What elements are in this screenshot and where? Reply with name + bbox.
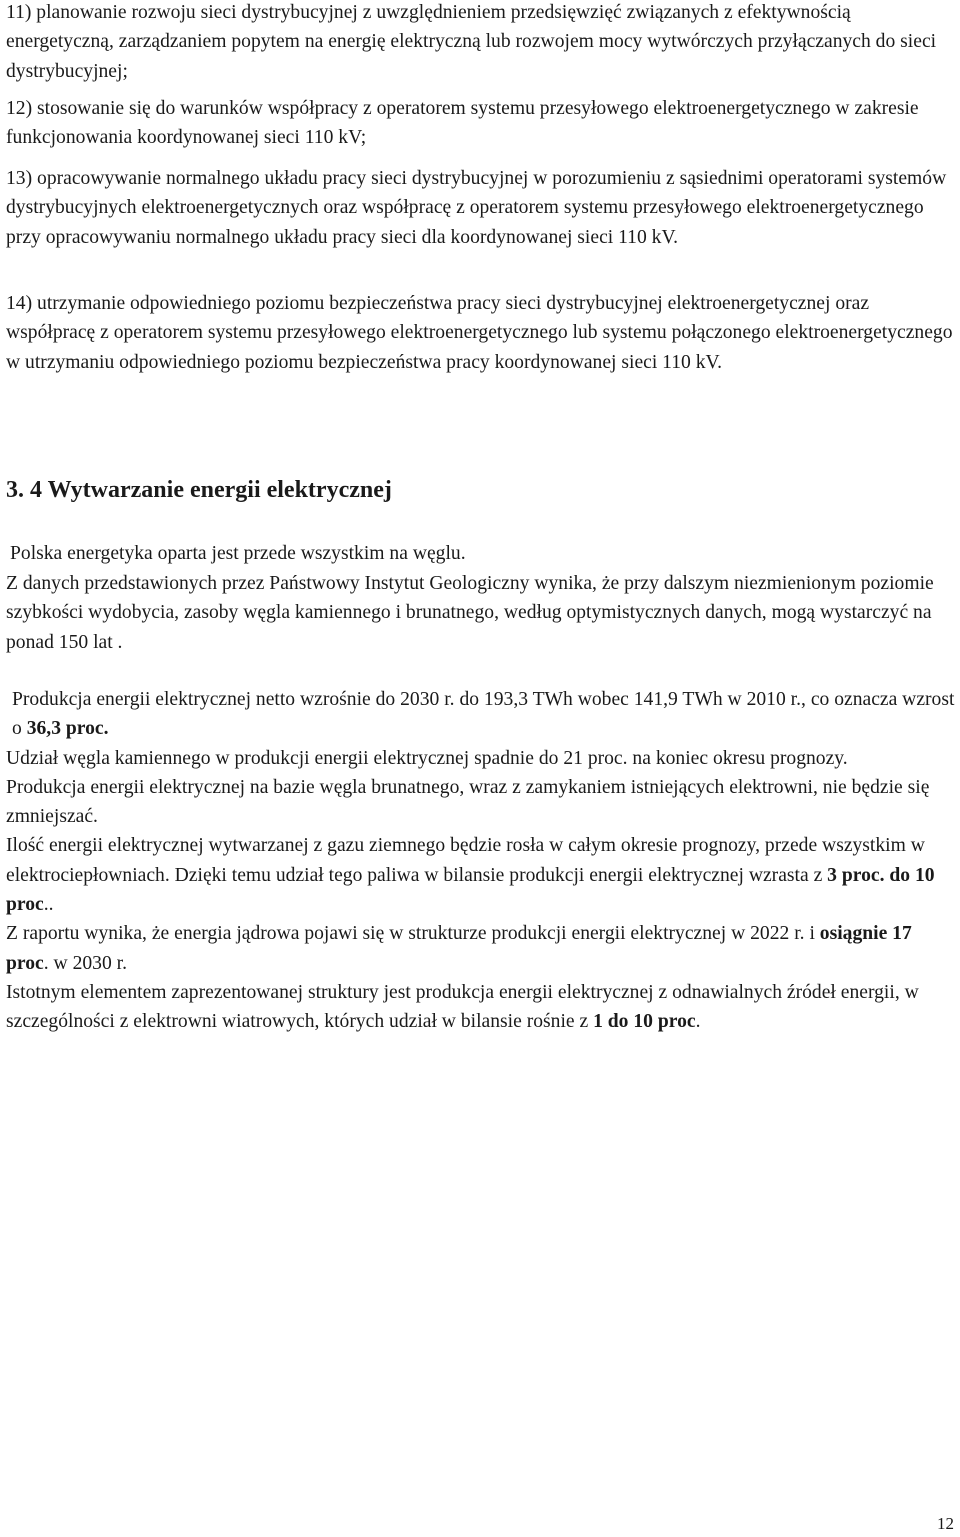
- intro-paragraph: Polska energetyka oparta jest przede wszystkim na węglu.: [10, 543, 466, 564]
- renewables-share-text: [6, 978, 958, 1037]
- section-heading: 3. 4 Wytwarzanie energii elektrycznej: [6, 477, 392, 503]
- renewables-share-end: .: [695, 1011, 701, 1033]
- nuclear-share-text: [6, 919, 958, 978]
- renewables-share-sentence: Istotnym elementem zaprezentowanej struktury jest produkcja energii elektrycznej z odnawialnych źródeł energii, w szczególności z elektrowni wiatrowych, których udział w bilansie rośnie z: [6, 981, 919, 1033]
- nuclear-share-end: . w 2030 r.: [43, 952, 128, 974]
- growth-percent: 36,3 proc.: [26, 718, 109, 740]
- geology-paragraph: Z danych przedstawionych przez Państwowy Instytut Geologiczny wynika, że przy dalszym niezmienionym poziomie szybkości wydobycia, zasoby węgla kamiennego i brunatnego, według optymistycznych danych, mogą wystarczyć na ponad 150 lat .: [6, 573, 934, 653]
- list-item-14: 14) utrzymanie odpowiedniego poziomu bezpieczeństwa pracy sieci dystrybucyjnej elektroenergetycznej oraz współpracę z operatorem systemu przesyłowego elektroenergetycznego lub systemu połączonego elektroenergetycznego w utrzymaniu odpowiedniego poziomu bezpieczeństwa pracy koordynowanej sieci 110 kV.: [6, 293, 953, 373]
- gas-share-sentence: Ilość energii elektrycznej wytwarzanej z gazu ziemnego będzie rosła w całym okresie prognozy, przede wszystkim w elektrociepłowniach. Dzięki temu udział tego paliwa w bilansie produkcji energii elektrycznej wzrasta z: [6, 835, 925, 886]
- list-item-12: 12) stosowanie się do warunków współpracy z operatorem systemu przesyłowego elektroenergetycznego w zakresie funkcjonowania koordynowanej sieci 110 kV;: [6, 98, 919, 149]
- gas-share-end: ..: [43, 894, 54, 916]
- nuclear-share-sentence: Z raportu wynika, że energia jądrowa pojawi się w strukturze produkcji energii elektrycznej w 2022 r. i: [6, 923, 820, 945]
- hard-coal-share-text: Udział węgla kamiennego w produkcji energii elektrycznej spadnie do 21 proc. na koniec okresu prognozy.: [6, 747, 848, 769]
- list-item-13: 13) opracowywanie normalnego układu pracy sieci dystrybucyjnej w porozumieniu z sąsiednimi operatorami systemów dystrybucyjnych elektroenergetycznych oraz współpracę z operatorem systemu przesyłowego elektroenergetycznego przy opracowywaniu normalnego układu pracy sieci dla koordynowanej sieci 110 kV.: [6, 168, 947, 248]
- nuclear-share-value: osiągnie 17 proc: [6, 923, 912, 974]
- gas-share-range: 3 proc. do 10 proc: [6, 864, 935, 916]
- lignite-production-text: Produkcja energii elektrycznej na bazie węgla brunatnego, wraz z zamykaniem istniejących elektrowni, nie będzie się zmniejszać.: [6, 776, 930, 828]
- list-item-11: 11) planowanie rozwoju sieci dystrybucyjnej z uwzględnieniem przedsięwzięć związanych z efektywnością energetyczną, zarządzaniem popytem na energię elektryczną lub rozwojem mocy wytwórczych przyłączanych do sieci dystrybucyjnej;: [6, 2, 937, 82]
- renewables-share-range: 1 do 10 proc: [593, 1011, 696, 1033]
- page-number: 12: [937, 1514, 954, 1533]
- gas-share-text: [6, 831, 958, 919]
- production-forecast-block: [6, 685, 958, 1037]
- production-growth-sentence: Produkcja energii elektrycznej netto wzrośnie do 2030 r. do 193,3 TWh wobec 141,9 TWh w 2010 r., co oznacza wzrost o: [12, 689, 955, 740]
- production-growth-text: [6, 685, 958, 744]
